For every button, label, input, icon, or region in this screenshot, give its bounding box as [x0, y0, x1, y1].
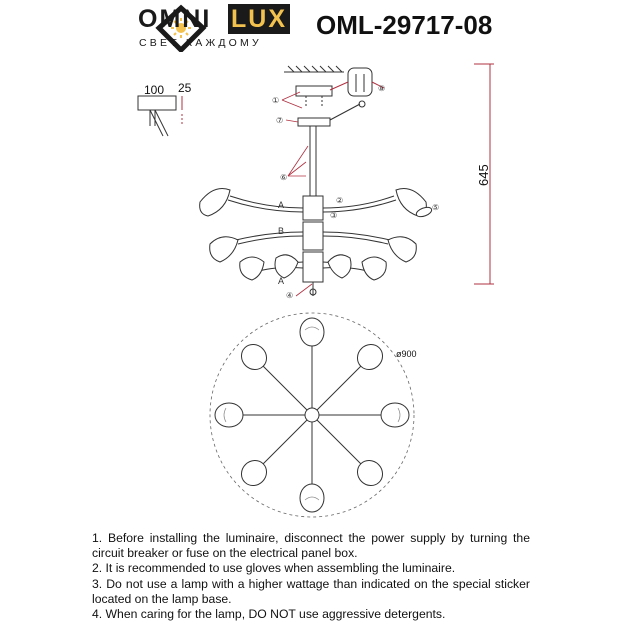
instruction-2: 2. It is recommended to use gloves when assembling the luminaire. [92, 561, 456, 576]
callout-4: ④ [286, 291, 294, 300]
callout-8: ⑧ [378, 84, 386, 93]
canopy-width-label: 100 [144, 83, 165, 97]
callout-1: ① [272, 96, 280, 105]
height-label: 645 [476, 164, 491, 186]
brand-name-lux: LUX [228, 4, 290, 34]
instruction-1: 1. Before installing the luminaire, disconnect the power supply by turning the circuit breaker or fuse on the electrical panel box. [92, 531, 530, 561]
arm-label-a-bottom: A [278, 276, 285, 286]
callout-5: ⑤ [432, 203, 440, 212]
callout-7: ⑦ [276, 116, 284, 125]
arm-label-b: B [278, 226, 285, 236]
wiring-detail [330, 68, 384, 120]
instruction-4: 4. When caring for the lamp, DO NOT use aggressive detergents. [92, 607, 446, 622]
model-number: OML-29717-08 [316, 10, 493, 40]
callout-6: ⑥ [280, 173, 288, 182]
instruction-3: 3. Do not use a lamp with a higher wattage than indicated on the special sticker located on the lamp base. [92, 576, 530, 606]
canopy-detail [138, 96, 182, 136]
callout-3: ③ [330, 211, 338, 220]
safety-instructions [92, 531, 530, 622]
brand-name-omni: OMNI [138, 5, 212, 33]
callout-2: ② [336, 196, 344, 205]
canopy-height-label: 25 [178, 81, 192, 95]
arm-label-a-top: A [278, 200, 285, 210]
diameter-label: ø900 [396, 349, 417, 359]
brand-tagline: СВЕТ КАЖДОМУ [139, 37, 262, 49]
top-view [210, 313, 414, 517]
